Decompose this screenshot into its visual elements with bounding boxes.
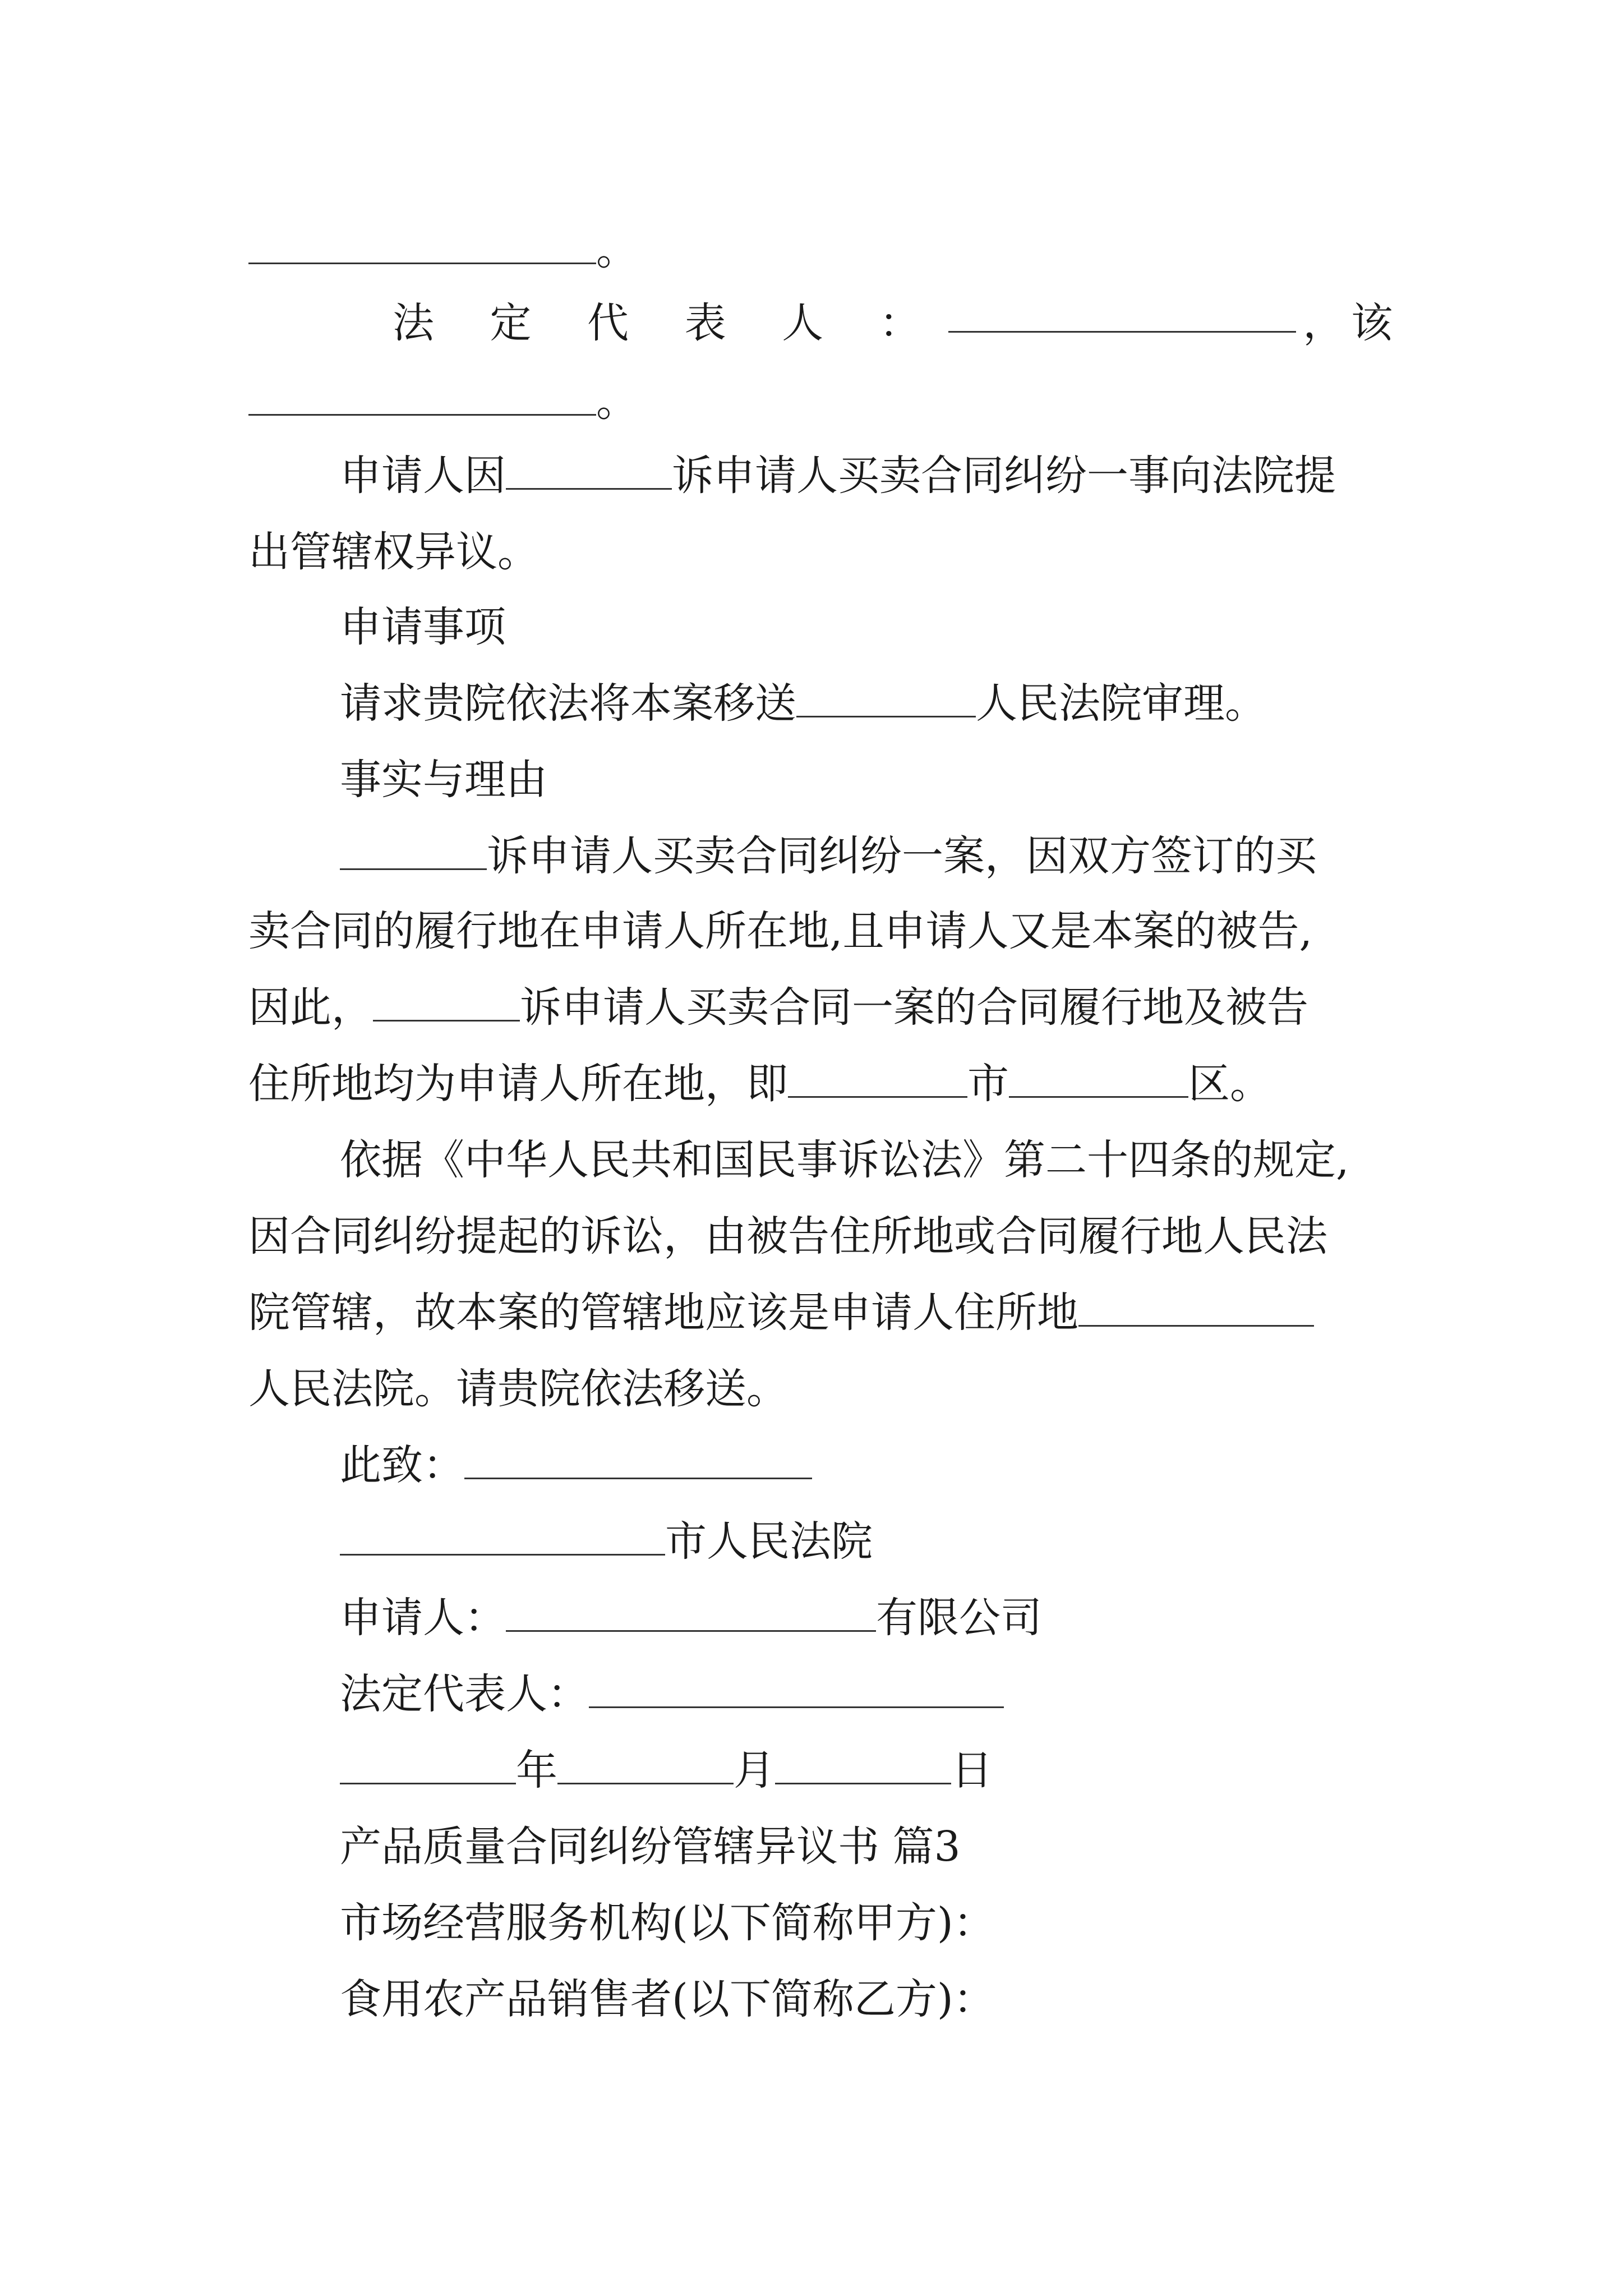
doc-line-7	[340, 677, 1484, 730]
blank-field	[464, 1443, 812, 1479]
day-label: 日	[951, 1746, 993, 1795]
line-12-b: 市	[967, 1060, 1009, 1108]
doc-line-24: 食用农产品销售者(以下简称乙方)：	[340, 1975, 995, 2023]
applicant-label: 申请人：	[340, 1594, 506, 1642]
line-2-end: 该	[1350, 299, 1393, 347]
blank-field	[796, 681, 976, 717]
line-12-c: 区。	[1188, 1060, 1271, 1108]
doc-line-23: 市场经营服务机构(以下简称甲方)：	[340, 1899, 995, 1947]
line-12-a: 住所地均为申请人所在地，即	[248, 1060, 788, 1108]
line-17-a: 此致：	[340, 1441, 464, 1489]
blank-field	[340, 834, 487, 870]
line-7-b: 人民法院审理。	[976, 679, 1266, 728]
line-3-text: 。	[596, 378, 638, 426]
doc-line-12	[248, 1057, 1393, 1111]
doc-line-1	[248, 223, 1393, 277]
blank-field	[340, 1748, 516, 1784]
doc-line-16: 人民法院。请贵院依法移送。	[248, 1365, 788, 1413]
line-1-text: 。	[596, 226, 638, 274]
section-heading-request: 申请事项	[340, 603, 506, 651]
blank-field	[788, 1061, 967, 1098]
section-heading-facts: 事实与理由	[340, 756, 547, 804]
blank-field	[340, 1519, 665, 1556]
blank-field	[373, 985, 520, 1022]
doc-line-18	[340, 1515, 1484, 1568]
doc-line-19	[340, 1591, 1484, 1645]
applicant-suffix: 有限公司	[876, 1594, 1042, 1642]
doc-line-3	[248, 375, 1393, 429]
doc-line-2	[393, 296, 1393, 350]
blank-field	[1009, 1061, 1188, 1098]
line-7-a: 请求贵院依法将本案移送	[340, 679, 796, 728]
line-15-a: 院管辖，故本案的管辖地应该是申请人住所地	[248, 1289, 1078, 1337]
line-9-b: 诉申请人买卖合同纠纷一案，因双方签订的买	[487, 832, 1317, 880]
month-label: 月	[734, 1746, 775, 1795]
doc-line-14: 因合同纠纷提起的诉讼，由被告住所地或合同履行地人民法	[248, 1212, 1327, 1260]
doc-line-15	[248, 1286, 1393, 1340]
legal-rep-label: 法 定 代 表 人 ：	[393, 299, 942, 347]
doc-line-9	[340, 829, 1484, 883]
court-name: 市人民法院	[665, 1517, 873, 1566]
blank-field	[506, 1595, 876, 1632]
line-4-a: 申请人因	[340, 452, 506, 500]
blank-field	[589, 1672, 1004, 1708]
doc-line-22	[340, 1820, 1484, 1874]
blank-field	[1078, 1290, 1314, 1327]
doc-line-21	[340, 1743, 1484, 1797]
line-11-a: 因此，	[248, 983, 373, 1032]
blank-field	[248, 228, 596, 264]
doc-line-5	[248, 525, 1393, 579]
doc-line-17	[340, 1438, 1484, 1492]
legal-rep-blank	[948, 296, 1296, 333]
doc-line-13: 依据《中华人民共和国民事诉讼法》第二十四条的规定,	[340, 1136, 1349, 1184]
blank-field	[775, 1748, 951, 1784]
blank-field	[557, 1748, 734, 1784]
doc-line-20	[340, 1667, 1484, 1721]
line-5-text: 出管辖权异议。	[248, 528, 539, 576]
year-label: 年	[516, 1746, 557, 1795]
blank-field	[248, 379, 596, 416]
doc-line-10: 卖合同的履行地在申请人所在地,且申请人又是本案的被告,	[248, 907, 1313, 955]
line-11-b: 诉申请人买卖合同一案的合同履行地及被告	[520, 983, 1308, 1032]
doc-line-11	[248, 981, 1393, 1034]
doc-line-4	[340, 449, 1484, 503]
blank-field	[506, 453, 672, 490]
legal-rep-label-2: 法定代表人：	[340, 1670, 589, 1718]
line-2-comma: ，	[1303, 299, 1345, 347]
section-title-3: 产品质量合同纠纷管辖异议书 篇3	[340, 1823, 961, 1871]
line-4-b: 诉申请人买卖合同纠纷一事向法院提	[672, 452, 1336, 500]
